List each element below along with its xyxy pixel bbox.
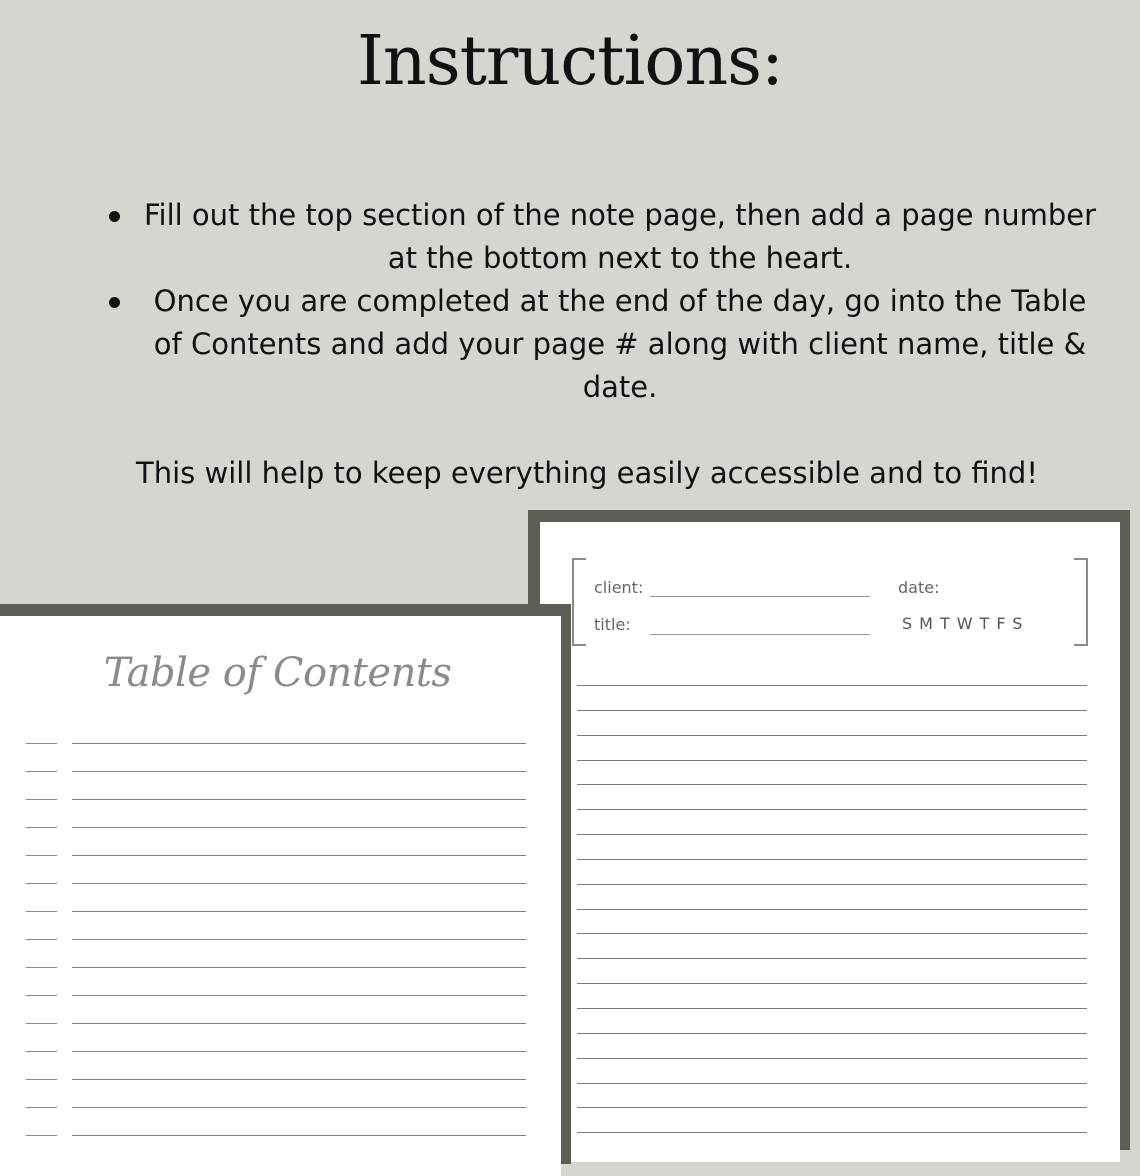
toc-title: Table of Contents	[103, 650, 452, 696]
instruction-item	[100, 280, 1100, 409]
toc-row	[26, 996, 528, 1024]
toc-row	[26, 884, 528, 912]
title-label: title:	[594, 615, 631, 634]
instruction-text: Once you are completed at the end of the day, go into the Table of Contents and add your page # along with client name, title & date.	[153, 284, 1087, 404]
note-line	[577, 1084, 1087, 1109]
notes-ruled-lines	[577, 684, 1087, 1154]
toc-row	[26, 856, 528, 884]
bullet-dot-icon	[109, 211, 120, 222]
note-line	[577, 711, 1087, 736]
toc-row	[26, 912, 528, 940]
date-label: date:	[898, 578, 940, 597]
note-line	[577, 934, 1087, 959]
toc-row	[26, 940, 528, 968]
toc-row	[26, 968, 528, 996]
toc-row	[26, 1108, 528, 1136]
instruction-text: Fill out the top section of the note page, then add a page number at the bottom next to the heart.	[143, 198, 1097, 275]
note-line	[577, 860, 1087, 885]
note-line	[577, 1034, 1087, 1059]
toc-row	[26, 800, 528, 828]
notes-page-frame	[528, 510, 1130, 1150]
bullet-dot-icon	[109, 297, 120, 308]
client-label: client:	[594, 578, 644, 597]
toc-row	[26, 730, 528, 744]
toc-entry-line	[72, 1135, 526, 1136]
note-line	[577, 785, 1087, 810]
instructions-list	[100, 194, 1100, 409]
toc-ruled-rows	[26, 730, 528, 1150]
note-line	[577, 1009, 1087, 1034]
notes-page	[540, 522, 1120, 1162]
instructions-heading: Instructions:	[357, 22, 783, 101]
toc-row	[26, 1052, 528, 1080]
weekday-letters: SMTWTFS	[902, 614, 1030, 633]
header-bracket-left	[572, 558, 586, 646]
toc-row	[26, 1024, 528, 1052]
toc-row	[26, 772, 528, 800]
client-field-line	[650, 596, 870, 597]
note-line	[577, 1108, 1087, 1133]
note-line	[577, 984, 1087, 1009]
note-line	[577, 810, 1087, 835]
note-line	[577, 885, 1087, 910]
note-line	[577, 736, 1087, 761]
note-line	[577, 910, 1087, 935]
toc-page-frame	[0, 604, 571, 1164]
toc-page	[0, 616, 561, 1176]
toc-row	[26, 744, 528, 772]
note-line	[577, 959, 1087, 984]
header-bracket-right	[1074, 558, 1088, 646]
toc-row	[26, 828, 528, 856]
toc-row	[26, 1080, 528, 1108]
note-line	[577, 686, 1087, 711]
toc-page-number-line	[26, 1135, 57, 1136]
note-line	[577, 835, 1087, 860]
note-line	[577, 1059, 1087, 1084]
instruction-item	[100, 194, 1100, 280]
note-line	[577, 761, 1087, 786]
title-field-line	[650, 634, 870, 635]
closing-note: This will help to keep everything easily accessible and to find!	[136, 456, 1038, 490]
